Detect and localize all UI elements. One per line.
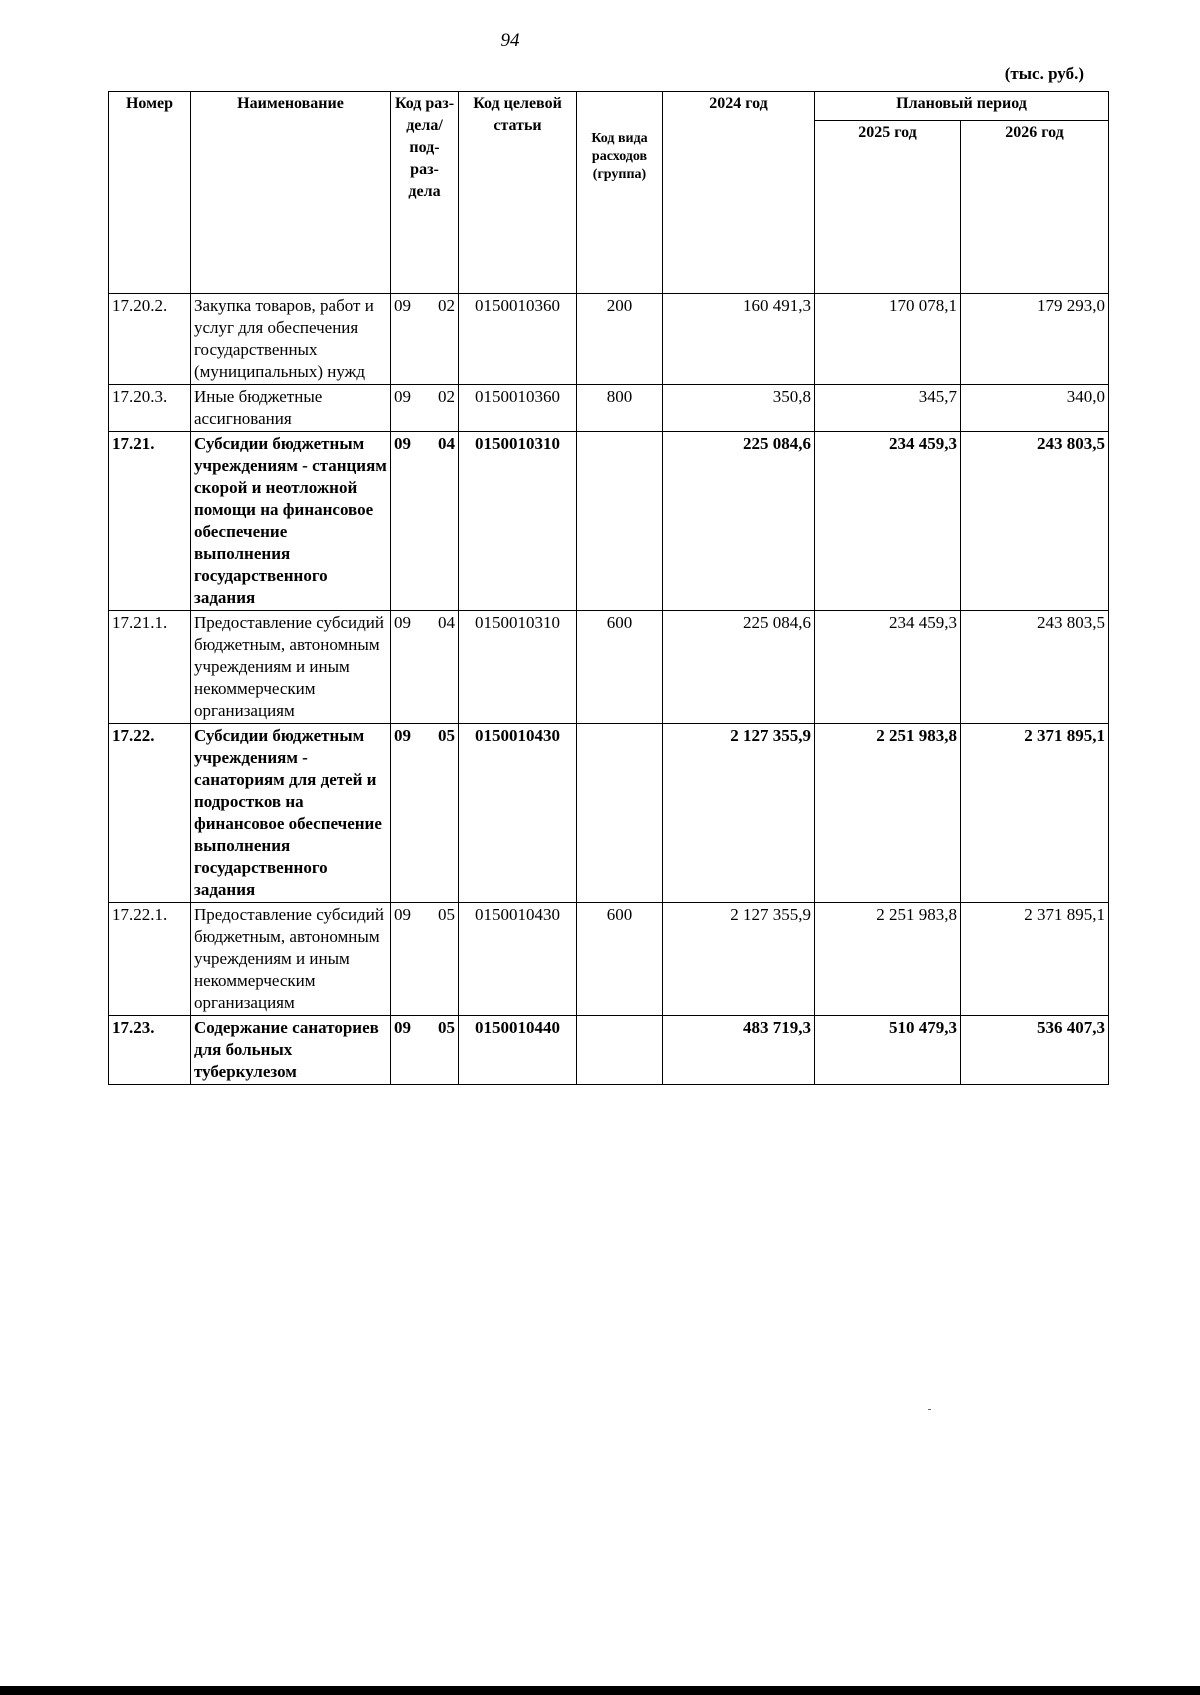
row-razdel: 09	[394, 296, 411, 315]
row-podrazdel: 02	[438, 296, 455, 315]
table-row	[109, 385, 1109, 432]
table-row	[109, 1016, 1109, 1085]
row-number: 17.20.2.	[109, 294, 191, 385]
row-podrazdel: 05	[438, 905, 455, 924]
units-label: (тыс. руб.)	[1004, 64, 1084, 83]
header-planning-period: Плановый период	[815, 92, 1109, 121]
row-section-code	[391, 1016, 459, 1085]
header-year-2025: 2025 год	[815, 121, 961, 294]
row-section-code	[391, 611, 459, 724]
row-number: 17.20.3.	[109, 385, 191, 432]
row-expense-group: 600	[577, 611, 663, 724]
row-value-2024: 2 127 355,9	[663, 724, 815, 903]
budget-table	[108, 91, 1109, 1085]
row-razdel: 09	[394, 726, 411, 745]
row-razdel: 09	[394, 1018, 411, 1037]
row-expense-group	[577, 724, 663, 903]
header-number: Номер	[109, 92, 191, 294]
header-expense-type: Код вида расходов (группа)	[577, 92, 663, 294]
row-podrazdel: 02	[438, 387, 455, 406]
row-value-2025: 170 078,1	[815, 294, 961, 385]
row-name: Предоставление субсидий бюджетным, автономным учреждениям и иным некоммерческим организациям	[191, 611, 391, 724]
row-value-2024: 483 719,3	[663, 1016, 815, 1085]
row-target-code: 0150010310	[459, 611, 577, 724]
scan-bottom-edge	[0, 1686, 1200, 1695]
row-target-code: 0150010310	[459, 432, 577, 611]
row-expense-group: 800	[577, 385, 663, 432]
row-value-2024: 350,8	[663, 385, 815, 432]
row-number: 17.22.	[109, 724, 191, 903]
row-number: 17.21.	[109, 432, 191, 611]
row-podrazdel: 05	[438, 1018, 455, 1037]
row-name: Предоставление субсидий бюджетным, автономным учреждениям и иным некоммерческим организациям	[191, 903, 391, 1016]
row-number: 17.22.1.	[109, 903, 191, 1016]
table-row	[109, 611, 1109, 724]
row-expense-group: 200	[577, 294, 663, 385]
table-header	[109, 92, 1109, 294]
row-razdel: 09	[394, 613, 411, 632]
header-target-code: Код целевой статьи	[459, 92, 577, 294]
row-value-2025: 2 251 983,8	[815, 903, 961, 1016]
row-value-2025: 2 251 983,8	[815, 724, 961, 903]
table-row	[109, 432, 1109, 611]
header-name: Наименование	[191, 92, 391, 294]
row-name: Субсидии бюджетным учреждениям - санаториям для детей и подростков на финансовое обеспечение выполнения государственного задания	[191, 724, 391, 903]
row-section-code	[391, 432, 459, 611]
row-number: 17.23.	[109, 1016, 191, 1085]
row-podrazdel: 04	[438, 434, 455, 453]
row-number: 17.21.1.	[109, 611, 191, 724]
row-section-code	[391, 724, 459, 903]
row-target-code: 0150010360	[459, 385, 577, 432]
table-row	[109, 294, 1109, 385]
row-value-2026: 2 371 895,1	[961, 903, 1109, 1016]
row-value-2026: 340,0	[961, 385, 1109, 432]
page-number: 94	[500, 30, 520, 51]
row-target-code: 0150010360	[459, 294, 577, 385]
row-expense-group: 600	[577, 903, 663, 1016]
row-value-2026: 536 407,3	[961, 1016, 1109, 1085]
row-razdel: 09	[394, 387, 411, 406]
row-value-2024: 225 084,6	[663, 611, 815, 724]
row-section-code	[391, 903, 459, 1016]
row-value-2026: 243 803,5	[961, 611, 1109, 724]
row-value-2026: 2 371 895,1	[961, 724, 1109, 903]
row-value-2025: 510 479,3	[815, 1016, 961, 1085]
row-value-2024: 225 084,6	[663, 432, 815, 611]
row-value-2024: 160 491,3	[663, 294, 815, 385]
row-section-code	[391, 385, 459, 432]
row-razdel: 09	[394, 905, 411, 924]
table-row	[109, 903, 1109, 1016]
row-value-2026: 179 293,0	[961, 294, 1109, 385]
row-value-2025: 345,7	[815, 385, 961, 432]
row-podrazdel: 05	[438, 726, 455, 745]
row-name: Иные бюджетные ассигнования	[191, 385, 391, 432]
header-section-code: Код раз- дела/ под- раз- дела	[391, 92, 459, 294]
row-value-2024: 2 127 355,9	[663, 903, 815, 1016]
row-value-2026: 243 803,5	[961, 432, 1109, 611]
row-target-code: 0150010440	[459, 1016, 577, 1085]
row-name: Содержание санаториев для больных туберкулезом	[191, 1016, 391, 1085]
scan-speck	[928, 1409, 931, 1410]
row-section-code	[391, 294, 459, 385]
table-row	[109, 724, 1109, 903]
row-name: Закупка товаров, работ и услуг для обеспечения государственных (муниципальных) нужд	[191, 294, 391, 385]
row-target-code: 0150010430	[459, 903, 577, 1016]
header-year-2026: 2026 год	[961, 121, 1109, 294]
row-razdel: 09	[394, 434, 411, 453]
header-year-2024: 2024 год	[663, 92, 815, 294]
table-body	[109, 294, 1109, 1085]
row-target-code: 0150010430	[459, 724, 577, 903]
row-expense-group	[577, 432, 663, 611]
row-value-2025: 234 459,3	[815, 611, 961, 724]
row-podrazdel: 04	[438, 613, 455, 632]
row-name: Субсидии бюджетным учреждениям - станциям скорой и неотложной помощи на финансовое обеспечение выполнения государственного задания	[191, 432, 391, 611]
row-expense-group	[577, 1016, 663, 1085]
row-value-2025: 234 459,3	[815, 432, 961, 611]
